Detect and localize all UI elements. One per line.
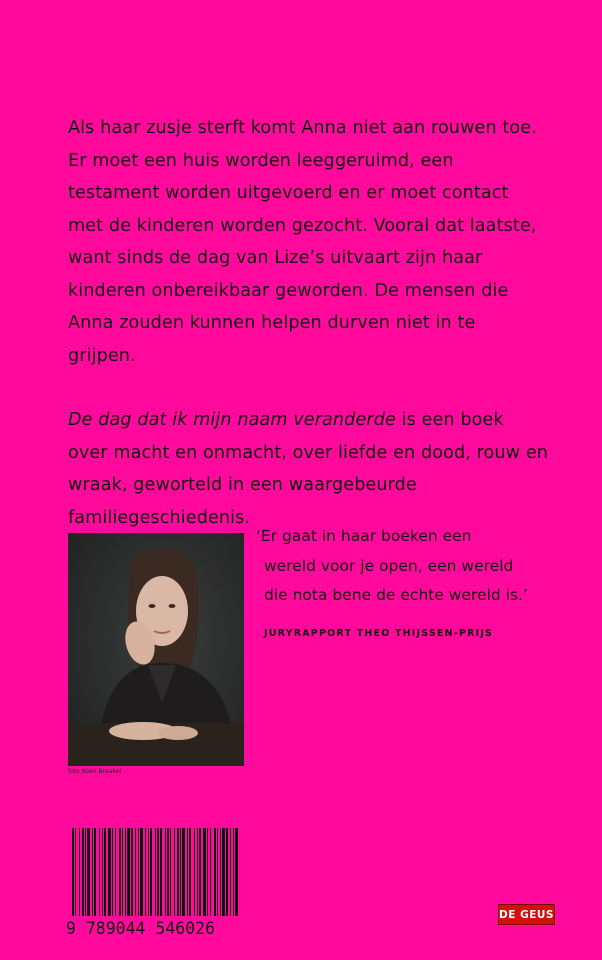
barcode-bar — [125, 828, 126, 916]
author-photo — [68, 533, 244, 766]
barcode-bar — [157, 828, 159, 916]
barcode-bar — [155, 828, 156, 916]
barcode-bar — [94, 828, 96, 916]
isbn-number: 9 789044 546026 — [66, 919, 216, 938]
blurb-paragraph-2-text: is een boek over macht en onmacht, over liefde en dood, rouw en wraak, geworteld in een waargebeurde familiegeschiedenis. — [68, 410, 549, 528]
barcode-bar — [131, 828, 133, 916]
barcode-bar — [82, 828, 84, 916]
barcode-bar — [217, 828, 218, 916]
barcode-bar — [85, 828, 86, 916]
quote-line-3: die nota bene de echte wereld is.’ — [264, 586, 528, 604]
review-quote — [256, 522, 576, 611]
barcode-bar — [230, 828, 231, 916]
barcode-bar — [108, 828, 111, 916]
barcode-bar — [148, 828, 149, 916]
barcode-bar — [104, 828, 106, 916]
barcode-bar — [127, 828, 130, 916]
blurb-paragraph-1: Als haar zusje sterft komt Anna niet aan rouwen toe. Er moet een huis worden leeggeruimd, een testament worden uitgevoerd en er moet contact met de kinderen worden gezocht. Vooral dat laatste, want sinds de dag van Lize’s uitvaart zijn haar kinderen onbereikbaar geworden. De mensen die Anna zouden kunnen helpen durven niet in te grijpen. — [68, 118, 537, 366]
barcode-bar — [177, 828, 179, 916]
barcode-bar — [122, 828, 123, 916]
barcode-bar — [180, 828, 181, 916]
barcode-bar — [214, 828, 216, 916]
quote-source: JURYRAPPORT THEO THIJSSEN-PRIJS — [264, 628, 494, 639]
barcode-bar — [140, 828, 143, 916]
quote-line-2: wereld voor je open, een wereld — [264, 556, 514, 575]
barcode-bar — [112, 828, 113, 916]
barcode-bar — [199, 828, 201, 916]
barcode-bar — [174, 828, 175, 916]
barcode-bar — [138, 828, 139, 916]
barcode-bar — [233, 828, 234, 916]
back-cover-blurb — [68, 112, 548, 534]
barcode-bar — [187, 828, 188, 916]
isbn-barcode — [62, 826, 248, 938]
barcode-bar — [92, 828, 93, 916]
barcode-bar — [72, 828, 74, 916]
photo-credit: foto Koen Breukel — [68, 768, 121, 775]
blurb-paragraph-2 — [68, 404, 548, 534]
barcode-bar — [119, 828, 121, 916]
barcode-bar — [226, 828, 228, 916]
book-title: De dag dat ik mijn naam veranderde — [68, 410, 396, 430]
barcode-bar — [115, 828, 116, 916]
barcode-bar — [150, 828, 152, 916]
barcode-bar — [210, 828, 211, 916]
barcode-bar — [203, 828, 206, 916]
barcode-bar — [194, 828, 195, 916]
barcode-bar — [145, 828, 146, 916]
barcode-bar — [75, 828, 76, 916]
barcode-bar — [165, 828, 166, 916]
barcode-bar — [79, 828, 80, 916]
barcode-bar — [160, 828, 162, 916]
barcode-bar — [135, 828, 136, 916]
quote-line-1: ‘Er gaat in haar boeken een — [256, 527, 472, 545]
publisher-logo: DE GEUS — [498, 904, 555, 925]
barcode-bar — [197, 828, 198, 916]
barcode-bar — [167, 828, 169, 916]
barcode-bar — [102, 828, 103, 916]
barcode-bar — [220, 828, 221, 916]
barcode-bar — [235, 828, 238, 916]
barcode-bar — [182, 828, 185, 916]
barcode-bar — [170, 828, 171, 916]
barcode-bar — [99, 828, 100, 916]
barcode-bar — [207, 828, 208, 916]
barcode-bar — [222, 828, 225, 916]
barcode-bar — [87, 828, 90, 916]
barcode-bar — [189, 828, 191, 916]
